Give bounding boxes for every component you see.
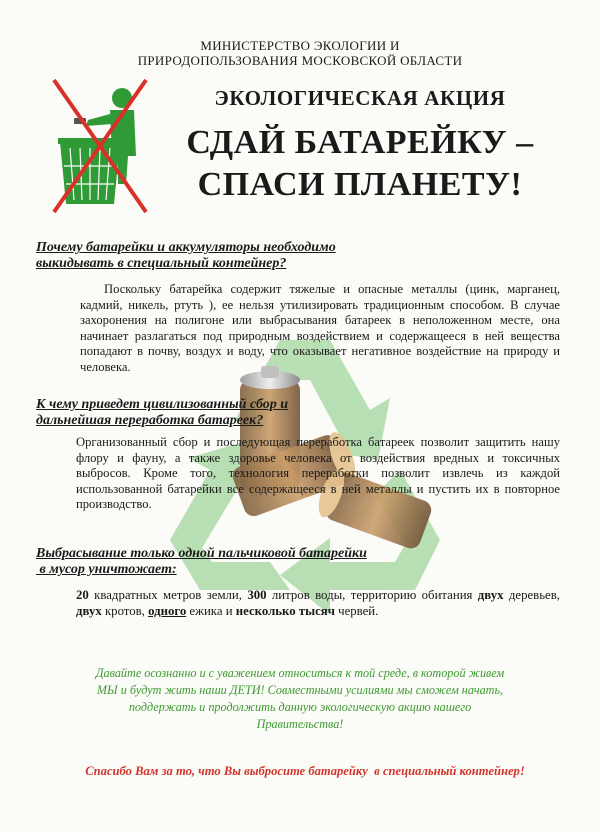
- section-3-question-line-2: в мусор уничтожает:: [36, 562, 177, 577]
- appeal-line-2: МЫ и будут жить наши ДЕТИ! Совместными усилиями мы сможем начать,: [96, 683, 504, 697]
- stat-one-hedgehog: одного: [148, 604, 187, 618]
- stat-text: кротов,: [101, 604, 149, 618]
- ministry-line-1: МИНИСТЕРСТВО ЭКОЛОГИИ И: [200, 38, 400, 53]
- section-2-question: [36, 397, 376, 429]
- section-2-question-line-2: дальнейшая переработка батареек?: [36, 413, 264, 428]
- appeal-line-3: поддержать и продолжить данную экологическую акцию нашего: [128, 700, 472, 714]
- stat-text: литров воды, территорию обитания: [266, 588, 478, 602]
- stat-20: 20: [76, 588, 89, 602]
- section-3-text: [76, 587, 560, 619]
- stat-300: 300: [247, 588, 267, 602]
- thanks-text: Спасибо Вам за то, что Вы выбросите батарейку в специальный контейнер!: [85, 764, 525, 778]
- page-title: [150, 122, 570, 206]
- section-1-text: Поскольку батарейка содержит тяжелые и опасные металлы (цинк, марганец, кадмий, никель, ртуть ), ее нельзя утилизировать традиционным способом. В случае захоронения на полигоне или выбрасывания батареек в неположенном месте, она начинает разлагаться под природным воздействием и содержащееся в ней вещества попадают в почву, воздух и воду, что оказывает негативное воздействие на природу и человека.: [80, 282, 560, 374]
- appeal-line-4: Правительства!: [256, 717, 344, 731]
- ministry-line-2: ПРИРОДОПОЛЬЗОВАНИЯ МОСКОВСКОЙ ОБЛАСТИ: [137, 53, 463, 68]
- section-2-question-line-1: К чему приведет цивилизованный сбор и: [36, 397, 289, 412]
- stat-text: ежика и: [186, 604, 236, 618]
- section-1-question-line-2: выкидывать в специальный контейнер?: [36, 256, 287, 271]
- appeal-text: [50, 665, 550, 733]
- section-1-question: [36, 240, 376, 272]
- title-line-2: СПАСИ ПЛАНЕТУ!: [197, 166, 523, 203]
- stat-text: квадратных метров земли,: [88, 588, 248, 602]
- appeal-line-1: Давайте осознанно и с уважением относиться к той среде, в которой живем: [95, 666, 505, 680]
- stat-text: деревьев,: [503, 588, 560, 602]
- ministry-name: [90, 38, 510, 68]
- no-littering-bin-icon: [50, 76, 150, 216]
- section-2-text: Организованный сбор и последующая переработка батареек позволит защитить нашу флору и фауну, а также здоровье человека от воздействия вредных и токсичных выбросов. Кроме того, технология переработки позволит извлечь из каждой использованной батарейки все содержащееся в ней металлы и пустить их в повторное производство.: [76, 435, 560, 511]
- stat-several-thousand: несколько тысяч: [235, 604, 335, 618]
- stat-two-trees: двух: [477, 588, 504, 602]
- section-3-question-line-1: Выбрасывание только одной пальчиковой батарейки: [36, 546, 367, 561]
- stat-text: червей.: [334, 604, 379, 618]
- campaign-label: ЭКОЛОГИЧЕСКАЯ АКЦИЯ: [214, 86, 506, 110]
- section-1-question-line-1: Почему батарейки и аккумуляторы необходимо: [36, 240, 336, 255]
- section-3-question: [36, 546, 456, 578]
- title-line-1: СДАЙ БАТАРЕЙКУ –: [186, 124, 534, 161]
- stat-two-moles: двух: [76, 604, 102, 618]
